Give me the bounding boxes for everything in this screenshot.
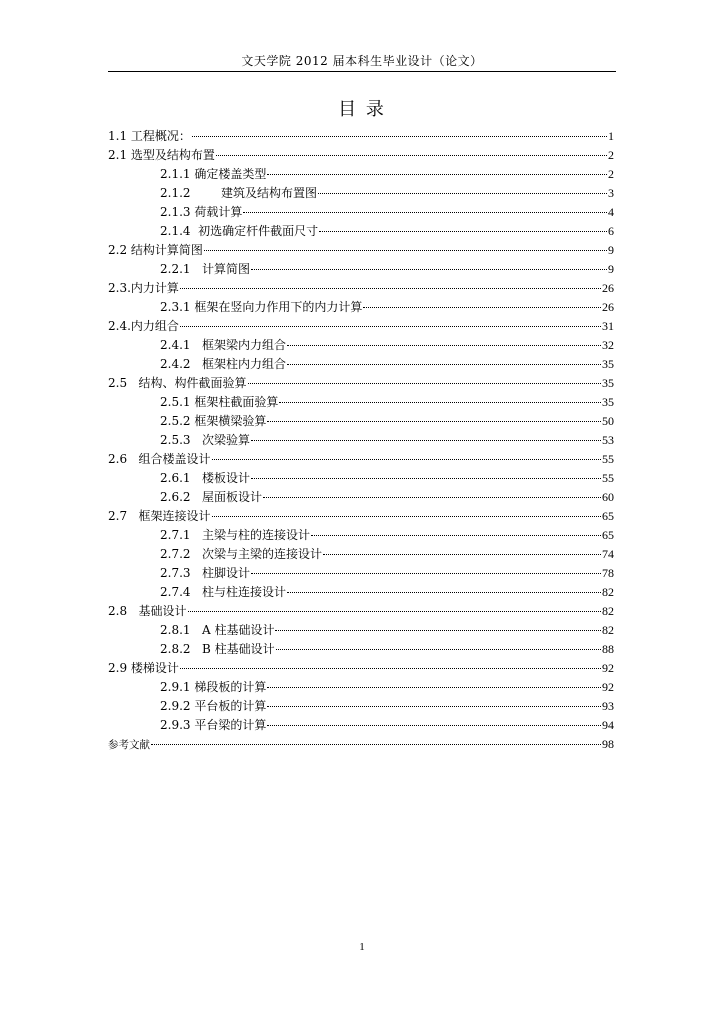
toc-entry[interactable] <box>108 203 614 222</box>
toc-entry[interactable] <box>108 735 614 754</box>
toc-entry[interactable] <box>108 317 614 336</box>
toc-entry-page: 94 <box>602 718 614 732</box>
toc-entry[interactable] <box>108 336 614 355</box>
toc-entry[interactable] <box>108 564 614 583</box>
toc-entry-label: 2.7.2 次梁与主梁的连接设计 <box>160 547 322 561</box>
toc-entry[interactable] <box>108 697 614 716</box>
toc-entry-page: 1 <box>608 129 614 143</box>
toc-leader-dots <box>287 592 601 593</box>
table-of-contents <box>108 127 614 754</box>
toc-leader-dots <box>267 725 601 726</box>
toc-entry-page: 3 <box>608 186 614 200</box>
toc-entry-page: 53 <box>602 433 614 447</box>
toc-entry-label: 1.1 工程概况： <box>108 129 191 143</box>
toc-entry[interactable] <box>108 146 614 165</box>
toc-leader-dots <box>363 307 601 308</box>
toc-entry-page: 35 <box>602 376 614 390</box>
toc-leader-dots <box>180 668 601 669</box>
toc-entry-label: 2.8.1 A 柱基础设计 <box>160 623 275 637</box>
toc-entry-page: 35 <box>602 357 614 371</box>
toc-entry-label: 2.9.2 平台板的计算 <box>160 699 267 713</box>
toc-entry[interactable] <box>108 716 614 735</box>
toc-entry-label: 2.2 结构计算简图 <box>108 243 203 257</box>
header-rule <box>108 71 616 72</box>
toc-entry-page: 82 <box>602 585 614 599</box>
toc-entry-page: 92 <box>602 680 614 694</box>
toc-entry-page: 82 <box>602 623 614 637</box>
toc-entry-page: 65 <box>602 509 614 523</box>
toc-leader-dots <box>243 212 607 213</box>
toc-entry-label: 2.7.1 主梁与柱的连接设计 <box>160 528 310 542</box>
toc-entry-page: 9 <box>608 262 614 276</box>
toc-entry-label: 2.7 框架连接设计 <box>108 509 211 523</box>
toc-leader-dots <box>188 611 601 612</box>
toc-leader-dots <box>248 383 601 384</box>
toc-leader-dots <box>267 706 601 707</box>
toc-entry-label: 2.1 选型及结构布置 <box>108 148 215 162</box>
toc-leader-dots <box>279 402 601 403</box>
toc-leader-dots <box>323 554 601 555</box>
toc-entry[interactable] <box>108 127 614 146</box>
toc-leader-dots <box>251 269 607 270</box>
toc-entry-page: 9 <box>608 243 614 257</box>
toc-entry[interactable] <box>108 241 614 260</box>
toc-entry-page: 50 <box>602 414 614 428</box>
toc-entry[interactable] <box>108 355 614 374</box>
toc-entry-label: 2.5.3 次梁验算 <box>160 433 250 447</box>
toc-entry[interactable] <box>108 545 614 564</box>
toc-entry-page: 65 <box>602 528 614 542</box>
toc-entry-label: 2.9.1 梯段板的计算 <box>160 680 267 694</box>
toc-entry-page: 2 <box>608 148 614 162</box>
toc-leader-dots <box>180 288 601 289</box>
toc-entry[interactable] <box>108 374 614 393</box>
toc-entry-page: 93 <box>602 699 614 713</box>
toc-leader-dots <box>212 459 601 460</box>
toc-leader-dots <box>263 497 601 498</box>
toc-leader-dots <box>251 440 601 441</box>
toc-entry-page: 35 <box>602 395 614 409</box>
toc-entry[interactable] <box>108 222 614 241</box>
toc-entry-label: 2.6.1 楼板设计 <box>160 471 250 485</box>
toc-entry[interactable] <box>108 583 614 602</box>
toc-entry-label: 2.3.1 框架在竖向力作用下的内力计算 <box>160 300 363 314</box>
toc-entry-label: 2.5.1 框架柱截面验算 <box>160 395 279 409</box>
toc-entry-page: 55 <box>602 452 614 466</box>
page-header: 文天学院 2012 届本科生毕业设计（论文） <box>241 54 483 68</box>
toc-entry-page: 82 <box>602 604 614 618</box>
toc-entry-label: 2.9 楼梯设计 <box>108 661 179 675</box>
toc-entry-label: 2.1.4 初选确定杆件截面尺寸 <box>160 224 319 238</box>
toc-leader-dots <box>212 516 601 517</box>
toc-entry-label: 2.5.2 框架横梁验算 <box>160 414 267 428</box>
toc-entry-label: 2.7.3 柱脚设计 <box>160 566 250 580</box>
toc-entry[interactable] <box>108 488 614 507</box>
toc-entry[interactable] <box>108 507 614 526</box>
toc-entry-page: 60 <box>602 490 614 504</box>
toc-entry[interactable] <box>108 469 614 488</box>
toc-leader-dots <box>267 421 601 422</box>
toc-entry-label: 2.8 基础设计 <box>108 604 187 618</box>
toc-entry-page: 78 <box>602 566 614 580</box>
toc-entry-label: 2.1.3 荷载计算 <box>160 205 243 219</box>
toc-leader-dots <box>180 326 601 327</box>
toc-leader-dots <box>319 231 607 232</box>
toc-entry-label: 2.4.2 框架柱内力组合 <box>160 357 286 371</box>
toc-entry[interactable] <box>108 184 614 203</box>
toc-entry-page: 2 <box>608 167 614 181</box>
toc-entry-label: 2.4.内力组合 <box>108 319 179 333</box>
toc-entry-label: 参考文献 <box>108 739 150 751</box>
toc-entry-label: 2.3.内力计算 <box>108 281 179 295</box>
toc-leader-dots <box>275 630 601 631</box>
toc-entry-label: 2.9.3 平台梁的计算 <box>160 718 267 732</box>
toc-entry-page: 31 <box>602 319 614 333</box>
toc-entry-label: 2.4.1 框架梁内力组合 <box>160 338 286 352</box>
toc-entry[interactable] <box>108 621 614 640</box>
toc-entry[interactable] <box>108 659 614 678</box>
toc-entry-label: 2.8.2 B 柱基础设计 <box>160 642 275 656</box>
toc-entry[interactable] <box>108 393 614 412</box>
toc-leader-dots <box>204 250 607 251</box>
toc-entry-page: 6 <box>608 224 614 238</box>
toc-entry[interactable] <box>108 450 614 469</box>
toc-entry[interactable] <box>108 678 614 697</box>
toc-entry-label: 2.7.4 柱与柱连接设计 <box>160 585 286 599</box>
toc-leader-dots <box>276 649 601 650</box>
toc-leader-dots <box>192 136 607 137</box>
toc-leader-dots <box>251 478 601 479</box>
toc-leader-dots <box>287 364 601 365</box>
toc-leader-dots <box>318 193 607 194</box>
toc-entry-page: 26 <box>602 281 614 295</box>
toc-entry-label: 2.1.1 确定楼盖类型 <box>160 167 267 181</box>
toc-leader-dots <box>251 573 601 574</box>
toc-entry-label: 2.6 组合楼盖设计 <box>108 452 211 466</box>
toc-entry[interactable] <box>108 412 614 431</box>
toc-entry[interactable] <box>108 602 614 621</box>
toc-entry[interactable] <box>108 298 614 317</box>
toc-entry-label: 2.6.2 屋面板设计 <box>160 490 262 504</box>
toc-entry-page: 88 <box>602 642 614 656</box>
page-number: 1 <box>359 941 365 953</box>
toc-leader-dots <box>287 345 601 346</box>
toc-entry-page: 98 <box>602 737 614 751</box>
toc-entry-label: 2.1.2 建筑及结构布置图 <box>160 186 318 200</box>
toc-leader-dots <box>267 174 607 175</box>
toc-entry-page: 74 <box>602 547 614 561</box>
toc-leader-dots <box>151 744 601 745</box>
toc-entry[interactable] <box>108 431 614 450</box>
toc-entry-page: 26 <box>602 300 614 314</box>
toc-entry[interactable] <box>108 165 614 184</box>
page-title: 目 录 <box>338 99 386 120</box>
toc-entry-page: 55 <box>602 471 614 485</box>
toc-entry[interactable] <box>108 260 614 279</box>
toc-entry-label: 2.2.1 计算简图 <box>160 262 250 276</box>
toc-entry-page: 92 <box>602 661 614 675</box>
toc-entry-page: 32 <box>602 338 614 352</box>
toc-entry-page: 4 <box>608 205 614 219</box>
toc-leader-dots <box>216 155 607 156</box>
toc-leader-dots <box>267 687 601 688</box>
toc-leader-dots <box>311 535 601 536</box>
toc-entry[interactable] <box>108 640 614 659</box>
toc-entry[interactable] <box>108 526 614 545</box>
toc-entry-label: 2.5 结构、构件截面验算 <box>108 376 247 390</box>
toc-entry[interactable] <box>108 279 614 298</box>
